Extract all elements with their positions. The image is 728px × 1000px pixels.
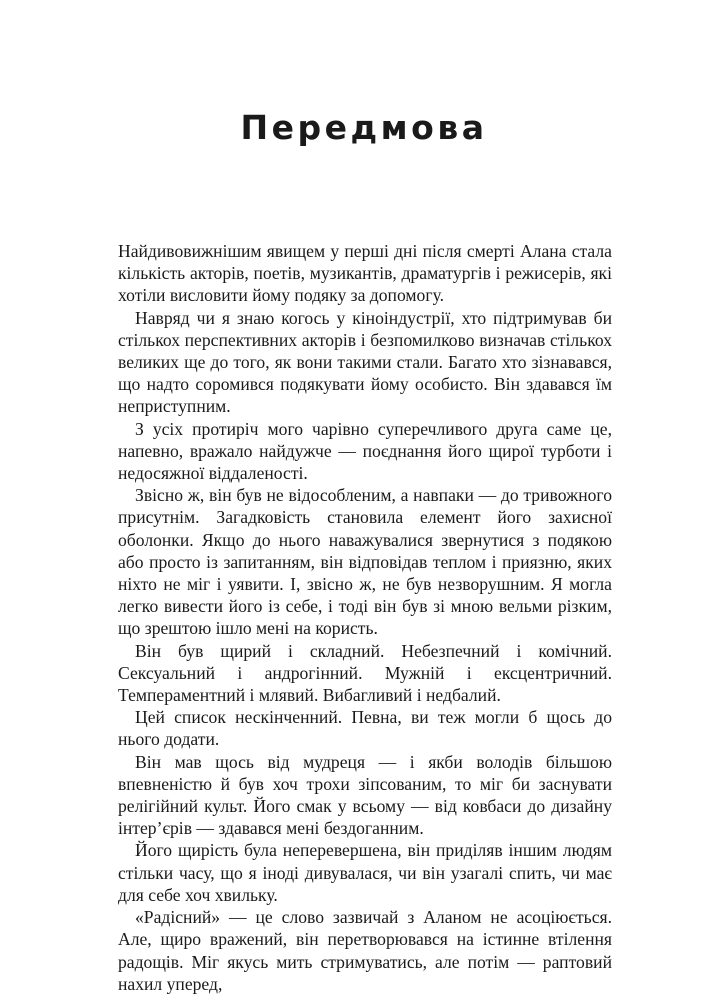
paragraph: Цей список нескінченний. Певна, ви теж могли б щось до нього додати.	[118, 707, 612, 750]
paragraph: Навряд чи я знаю когось у кіноіндустрії, хто підтримував би стількох перспективних акторів і безпомилково визначав стількох великих ще до того, як вони такими стали. Багато хто зізнавався, що надто соромився подякувати йому особисто. Він здавався їм неприступним.	[118, 307, 612, 417]
paragraph: З усіх протиріч мого чарівно суперечливого друга саме це, напевно, вражало найдужче — поєднання його щирої турботи і недосяжної віддаленості.	[118, 418, 612, 484]
chapter-body	[118, 240, 612, 995]
paragraph: Найдивовижнішим явищем у перші дні після смерті Алана стала кількість акторів, поетів, музикантів, драматургів і режисерів, які хотіли висловити йому подяку за допомогу.	[118, 241, 612, 306]
paragraph: Звісно ж, він був не відособленим, а навпаки — до тривожного присутнім. Загадковість становила елемент його захисної оболонки. Якщо до нього наважувалися звернутися з подякою або просто із запитанням, він відповідав теплом і приязню, яких ніхто не міг і уявити. І, звісно ж, не був незворушним. Я могла легко вивести його із себе, і тоді він був зі мною вельми різким, що зрештою ішло мені на користь.	[118, 485, 612, 639]
paragraph: Він мав щось від мудреця — і якби володів більшою впевненістю й був хоч трохи зіпсованим, то міг би заснувати релігійний культ. Його смак у всьому — від ковбаси до дизайну інтер’єрів — здавався мені бездоганним.	[118, 751, 612, 839]
paragraph: «Радісний» — це слово зазвичай з Аланом не асоціюється. Але, щиро вражений, він перетворювався на істинне втілення радощів. Міг якусь мить стримуватись, але потім — раптовий нахил уперед,	[118, 907, 612, 994]
chapter-title: Передмова	[240, 108, 488, 147]
paragraph: Його щирість була неперевершена, він приділяв іншим людям стільки часу, що я іноді дивувалася, чи він узагалі спить, чи має для себе хоч хвильку.	[118, 840, 612, 905]
paragraph: Він був щирий і складний. Небезпечний і комічний. Сексуальний і андрогінний. Мужній і ексцентричний. Темпераментний і млявий. Вибагливий і недбалий.	[118, 640, 612, 706]
